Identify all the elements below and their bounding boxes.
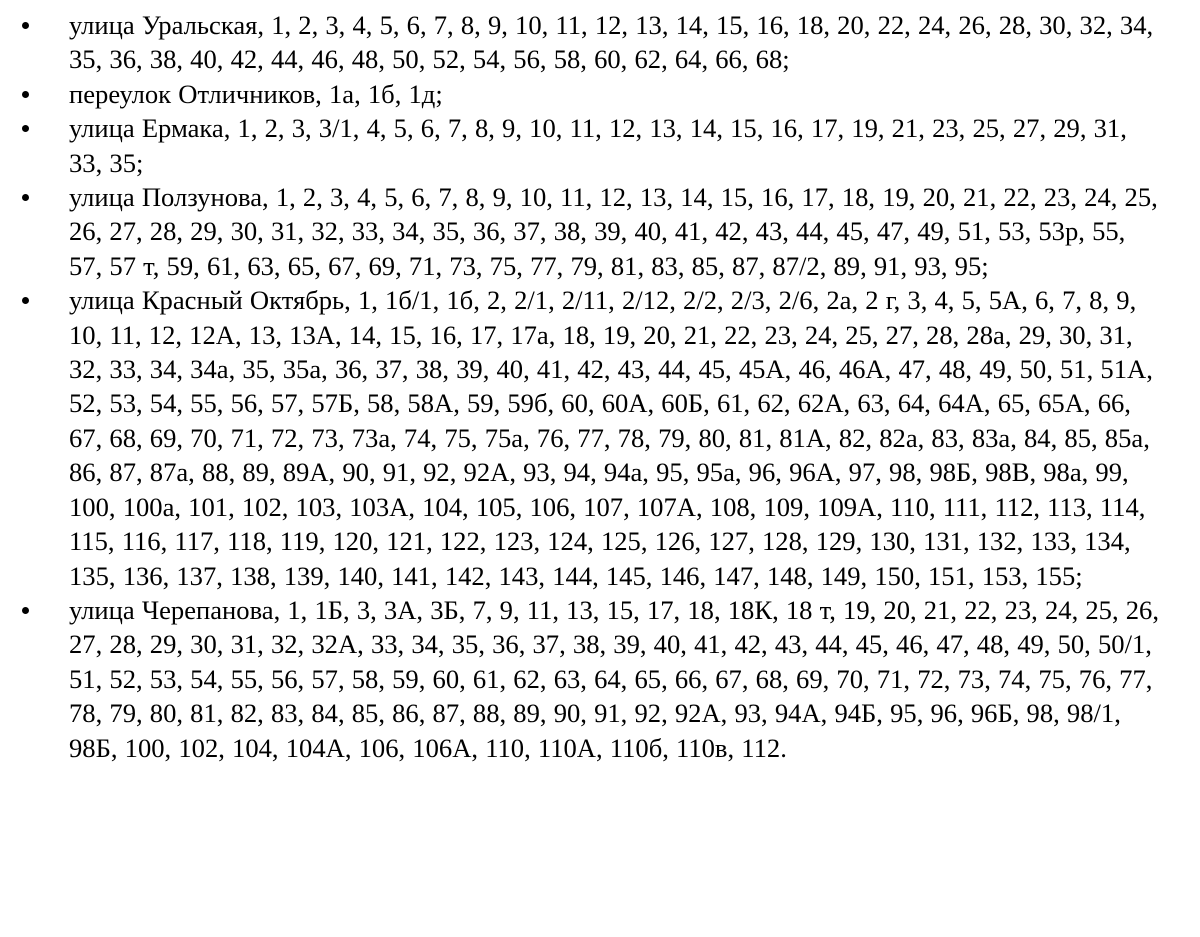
list-item-text: улица Красный Октябрь, 1, 1б/1, 1б, 2, 2/1, 2/11, 2/12, 2/2, 2/3, 2/6, 2а, 2 г, 3, 4, 5, 5А, 6, 7, 8, 9, 10, 11, 12, 12А, 13, 13А, 14, 15, 16, 17, 17а, 18, 19, 20, 21, 22, 23, 24, 25, 27, 28, 28а, 29, 30, 31, 32, 33, 34, 34а, 35, 35а, 36, 37, 38, 39, 40, 41, 42, 43, 44, 45, 45А, 46, 46А, 47, 48, 49, 50, 51, 51А, 52, 53, 54, 55, 56, 57, 57Б, 58, 58А, 59, 59б, 60, 60А, 60Б, 61, 62, 62А, 63, 64, 64А, 65, 65А, 66, 67, 68, 69, 70, 71, 72, 73, 73а, 74, 75, 75а, 76, 77, 78, 79, 80, 81, 81А, 82, 82а, 83, 83а, 84, 85, 85а, 86, 87, 87а, 88, 89, 89А, 90, 91, 92, 92А, 93, 94, 94а, 95, 95а, 96, 96А, 97, 98, 98Б, 98В, 98а, 99, 100, 100а, 101, 102, 103, 103А, 104, 105, 106, 107, 107А, 108, 109, 109А, 110, 111, 112, 113, 114, 115, 116, 117, 118, 119, 120, 121, 122, 123, 124, 125, 126, 127, 128, 129, 130, 131, 132, 133, 134, 135, 136, 137, 138, 139, 140, 141, 142, 143, 144, 145, 146, 147, 148, 149, 150, 151, 153, 155; (69, 285, 1153, 591)
bullet-icon (22, 22, 29, 29)
bullet-icon (22, 125, 29, 132)
bullet-icon (22, 297, 29, 304)
street-list (0, 8, 1200, 765)
bullet-icon (22, 607, 29, 614)
list-item-text: улица Ползунова, 1, 2, 3, 4, 5, 6, 7, 8, 9, 10, 11, 12, 13, 14, 15, 16, 17, 18, 19, 20, 21, 22, 23, 24, 25, 26, 27, 28, 29, 30, 31, 32, 33, 34, 35, 36, 37, 38, 39, 40, 41, 42, 43, 44, 45, 47, 49, 51, 53, 53р, 55, 57, 57 т, 59, 61, 63, 65, 67, 69, 71, 73, 75, 77, 79, 81, 83, 85, 87, 87/2, 89, 91, 93, 95; (69, 182, 1158, 281)
bullet-icon (22, 91, 29, 98)
bullet-icon (22, 194, 29, 201)
list-item-text: улица Черепанова, 1, 1Б, 3, 3А, 3Б, 7, 9, 11, 13, 15, 17, 18, 18К, 18 т, 19, 20, 21, 22, 23, 24, 25, 26, 27, 28, 29, 30, 31, 32, 32А, 33, 34, 35, 36, 37, 38, 39, 40, 41, 42, 43, 44, 45, 46, 47, 48, 49, 50, 50/1, 51, 52, 53, 54, 55, 56, 57, 58, 59, 60, 61, 62, 63, 64, 65, 66, 67, 68, 69, 70, 71, 72, 73, 74, 75, 76, 77, 78, 79, 80, 81, 82, 83, 84, 85, 86, 87, 88, 89, 90, 91, 92, 92А, 93, 94А, 94Б, 95, 96, 96Б, 98, 98/1, 98Б, 100, 102, 104, 104А, 106, 106А, 110, 110А, 110б, 110в, 112. (69, 594, 1160, 763)
list-item-uralskaya (0, 8, 1200, 77)
list-item-ermaka (0, 111, 1200, 180)
list-item-text: переулок Отличников, 1а, 1б, 1д; (69, 78, 443, 109)
document-page (0, 8, 1200, 765)
list-item-text: улица Уральская, 1, 2, 3, 4, 5, 6, 7, 8, 9, 10, 11, 12, 13, 14, 15, 16, 18, 20, 22, 24, 26, 28, 30, 32, 34, 35, 36, 38, 40, 42, 44, 46, 48, 50, 52, 54, 56, 58, 60, 62, 64, 66, 68; (69, 10, 1154, 75)
list-item-cherepanova (0, 593, 1200, 765)
list-item-otlichnikov (0, 77, 1200, 111)
list-item-polzunova (0, 180, 1200, 283)
list-item-krasny-oktyabr (0, 283, 1200, 593)
list-item-text: улица Ермака, 1, 2, 3, 3/1, 4, 5, 6, 7, 8, 9, 10, 11, 12, 13, 14, 15, 16, 17, 19, 21, 23, 25, 27, 29, 31, 33, 35; (69, 113, 1127, 178)
